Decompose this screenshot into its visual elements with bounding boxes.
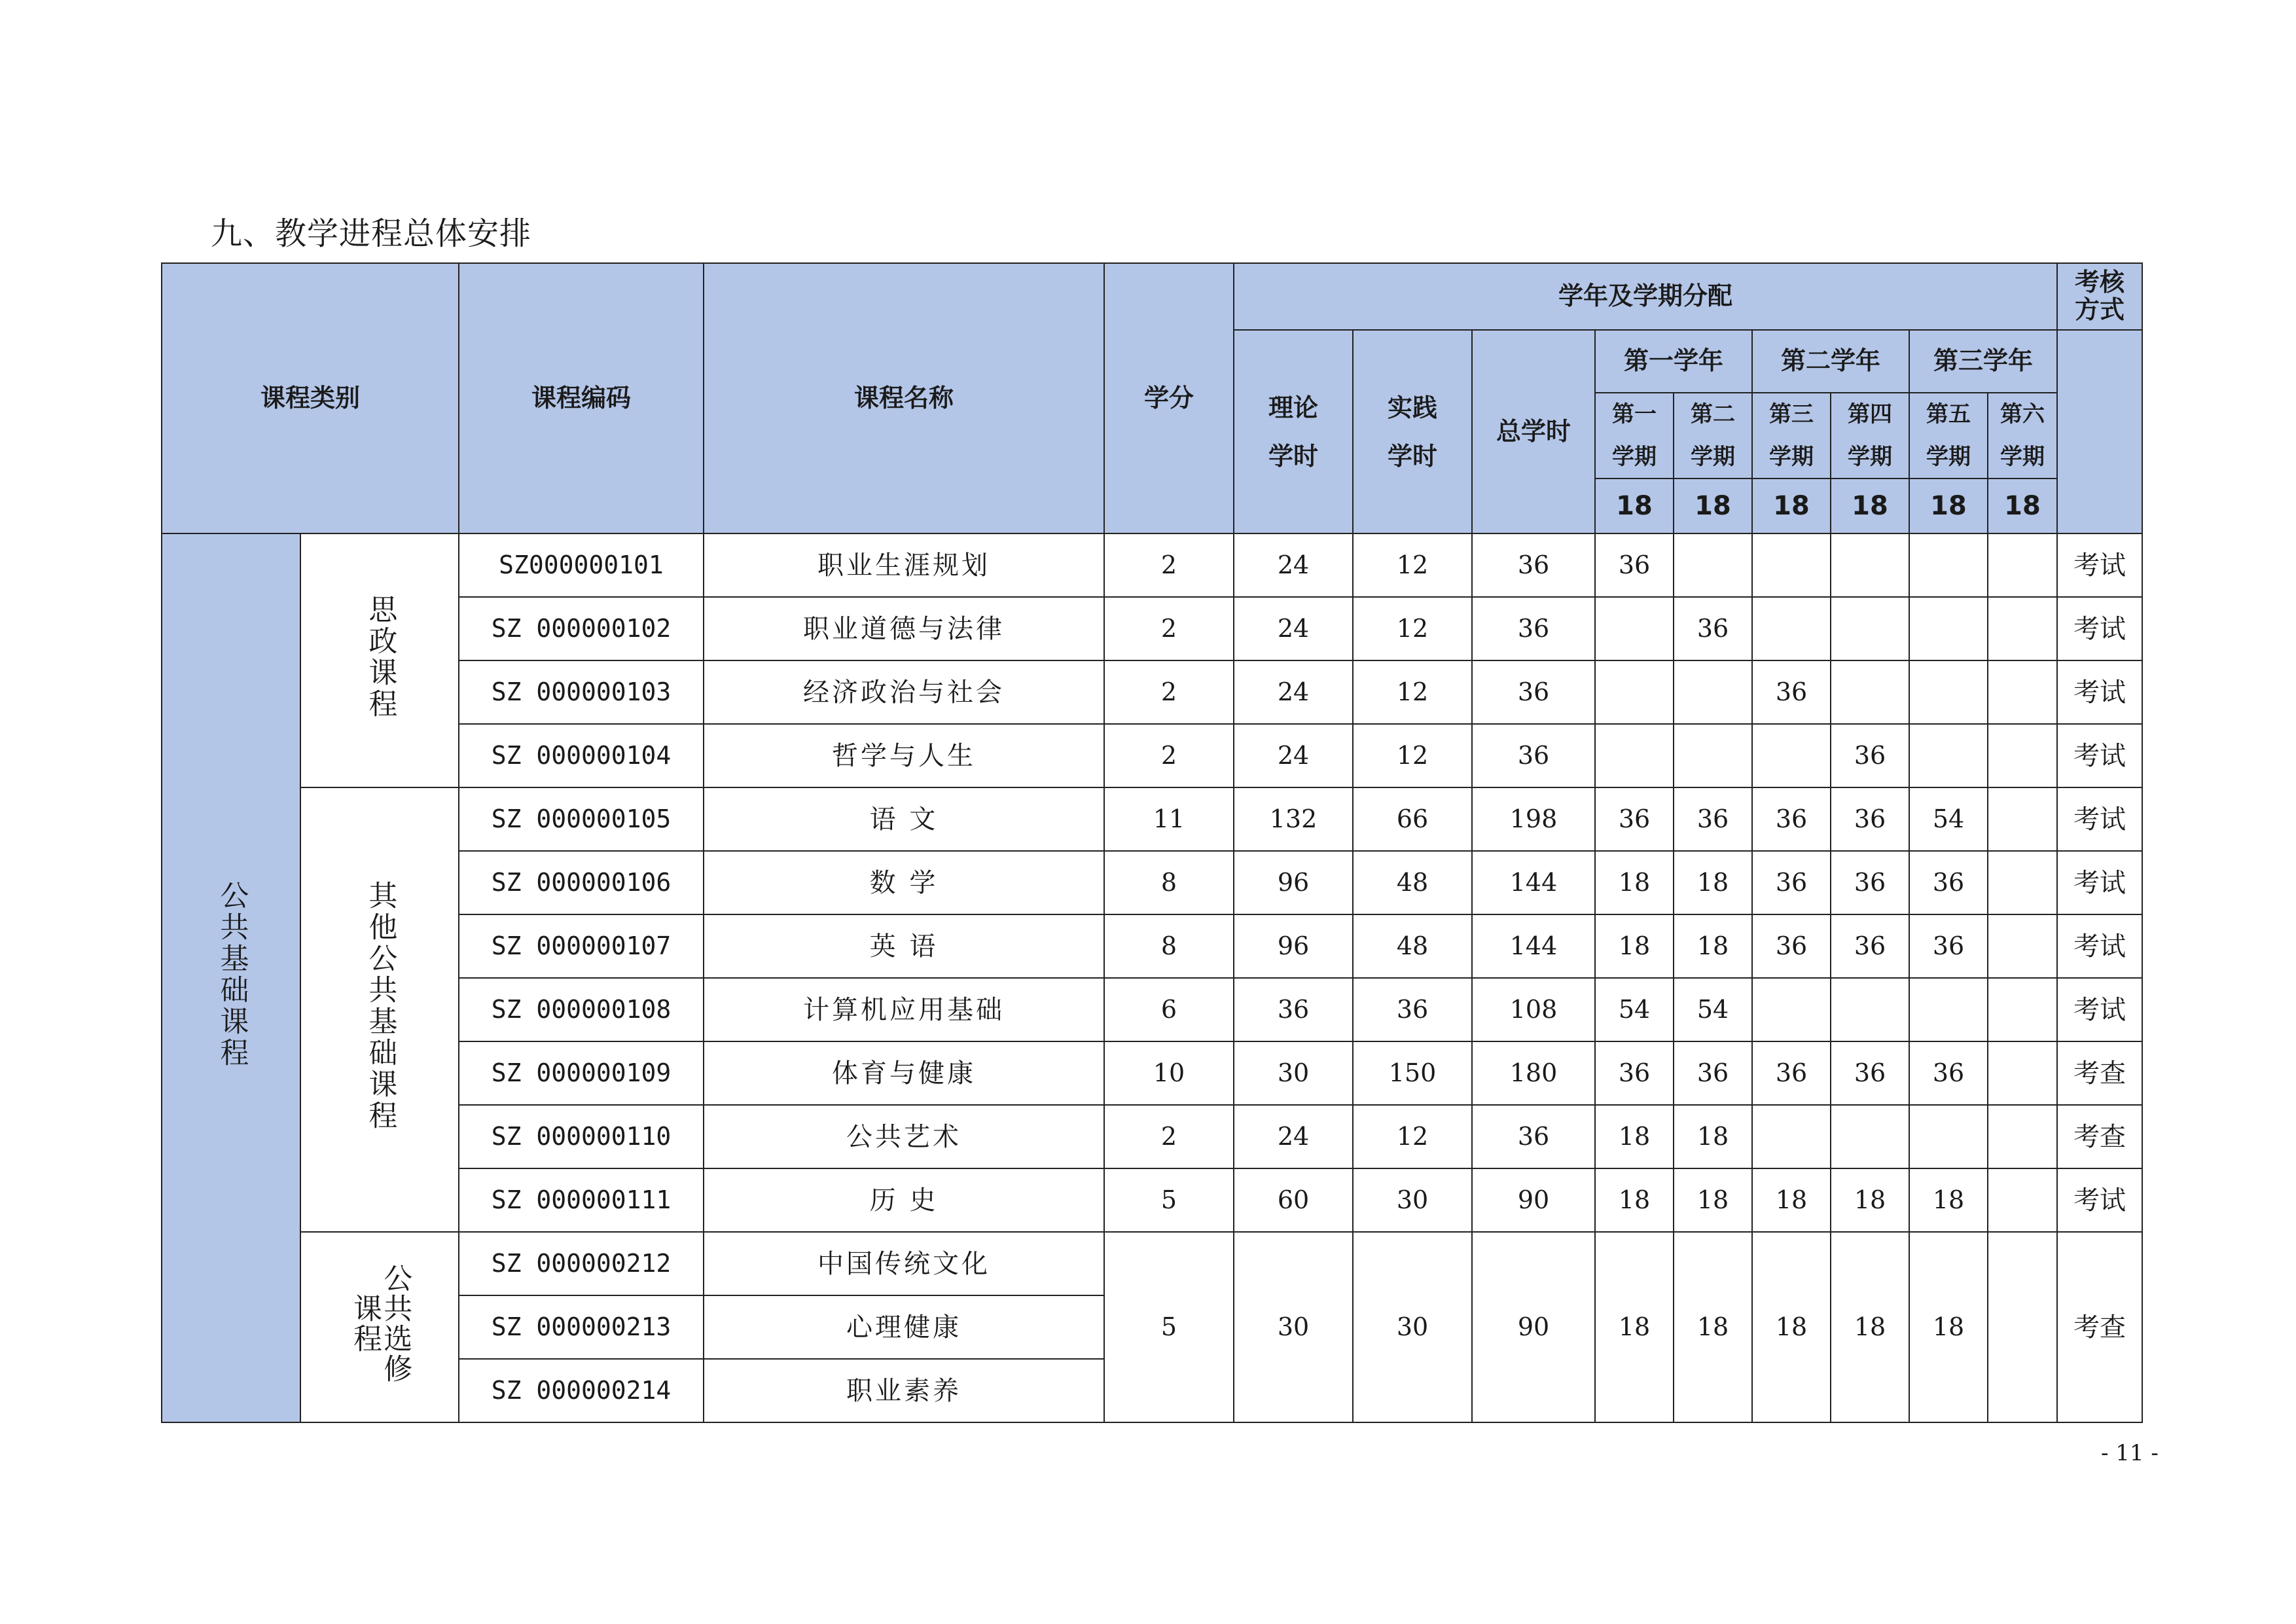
theory-hours: 30 [1234,1232,1353,1422]
semester-4-hours [1831,1105,1909,1168]
header-practice-hours [1353,330,1472,533]
header-weeks-1: 18 [1595,478,1674,533]
practice-hours: 12 [1353,533,1472,597]
practice-hours: 12 [1353,724,1472,787]
exam-method: 考查 [2057,1041,2142,1105]
total-hours: 198 [1472,787,1595,851]
semester-1-hours: 18 [1595,1168,1674,1232]
credits: 2 [1104,1105,1234,1168]
semester-6-hours [1988,1168,2057,1232]
header-year-3: 第三学年 [1909,330,2057,393]
exam-method: 考试 [2057,1168,2142,1232]
theory-hours: 96 [1234,914,1353,978]
practice-hours: 36 [1353,978,1472,1041]
course-name: 心理健康 [704,1295,1104,1359]
table-row [162,1232,2142,1295]
header-weeks-5: 18 [1909,478,1988,533]
course-code: SZ 000000102 [459,597,704,660]
header-semester-2-text: 第二学期 [1690,401,1735,470]
total-hours: 108 [1472,978,1595,1041]
semester-1-hours: 36 [1595,787,1674,851]
semester-1-hours [1595,660,1674,724]
exam-method: 考试 [2057,914,2142,978]
semester-3-hours: 36 [1752,851,1831,914]
practice-hours: 30 [1353,1232,1472,1422]
semester-5-hours [1909,597,1988,660]
semester-4-hours: 36 [1831,914,1909,978]
practice-hours: 30 [1353,1168,1472,1232]
course-name: 历 史 [704,1168,1104,1232]
semester-2-hours: 36 [1674,787,1752,851]
theory-hours: 96 [1234,851,1353,914]
semester-4-hours [1831,597,1909,660]
semester-5-hours [1909,978,1988,1041]
semester-3-hours [1752,978,1831,1041]
total-hours: 36 [1472,1105,1595,1168]
semester-6-hours [1988,597,2057,660]
semester-2-hours [1674,724,1752,787]
semester-3-hours [1752,724,1831,787]
semester-4-hours: 18 [1831,1232,1909,1422]
practice-hours: 150 [1353,1041,1472,1105]
total-hours: 180 [1472,1041,1595,1105]
course-code: SZ 000000109 [459,1041,704,1105]
header-category: 课程类别 [162,263,459,533]
semester-1-hours: 36 [1595,1041,1674,1105]
total-hours: 36 [1472,660,1595,724]
semester-3-hours: 36 [1752,660,1831,724]
exam-method: 考试 [2057,597,2142,660]
exam-method: 考查 [2057,1105,2142,1168]
header-course-code: 课程编码 [459,263,704,533]
header-semester-6 [1988,393,2057,478]
course-code: SZ 000000104 [459,724,704,787]
credits: 2 [1104,660,1234,724]
theory-hours: 24 [1234,597,1353,660]
header-exam-method-blank [2057,330,2142,533]
semester-2-hours: 18 [1674,914,1752,978]
header-year-2: 第二学年 [1752,330,1909,393]
exam-method: 考试 [2057,533,2142,597]
course-name: 体育与健康 [704,1041,1104,1105]
semester-5-hours: 36 [1909,914,1988,978]
semester-3-hours: 18 [1752,1232,1831,1422]
header-semester-3 [1752,393,1831,478]
course-name: 职业道德与法律 [704,597,1104,660]
semester-6-hours [1988,1232,2057,1422]
semester-4-hours: 36 [1831,851,1909,914]
theory-hours: 24 [1234,1105,1353,1168]
semester-3-hours [1752,533,1831,597]
semester-1-hours: 54 [1595,978,1674,1041]
credits: 8 [1104,851,1234,914]
course-name: 语 文 [704,787,1104,851]
semester-6-hours [1988,978,2057,1041]
semester-6-hours [1988,533,2057,597]
page-number: - 11 - [2101,1440,2159,1466]
credits: 8 [1104,914,1234,978]
header-total-hours: 总学时 [1472,330,1595,533]
semester-6-hours [1988,1041,2057,1105]
course-code: SZ 000000212 [459,1232,704,1295]
table-row [162,914,2142,978]
semester-5-hours: 36 [1909,1041,1988,1105]
header-semester-5 [1909,393,1988,478]
semester-1-hours [1595,724,1674,787]
semester-6-hours [1988,660,2057,724]
semester-2-hours: 18 [1674,1105,1752,1168]
subcategory-other-basic [300,787,459,1232]
total-hours: 90 [1472,1168,1595,1232]
table-row [162,597,2142,660]
header-weeks-4: 18 [1831,478,1909,533]
subcategory-other-basic-text: 其他公共基础课程 [363,880,397,1132]
semester-5-hours: 36 [1909,851,1988,914]
total-hours: 36 [1472,597,1595,660]
category-public-basic [162,533,300,1422]
course-name: 职业素养 [704,1359,1104,1422]
page-title: 九、教学进程总体安排 [211,215,532,252]
semester-5-hours [1909,660,1988,724]
semester-4-hours: 36 [1831,787,1909,851]
exam-method: 考试 [2057,978,2142,1041]
practice-hours: 66 [1353,787,1472,851]
semester-1-hours: 18 [1595,914,1674,978]
total-hours: 36 [1472,533,1595,597]
course-code: SZ 000000213 [459,1295,704,1359]
credits: 11 [1104,787,1234,851]
header-course-name: 课程名称 [704,263,1104,533]
table-row [162,660,2142,724]
theory-hours: 132 [1234,787,1353,851]
semester-3-hours: 18 [1752,1168,1831,1232]
course-name: 中国传统文化 [704,1232,1104,1295]
practice-hours: 48 [1353,851,1472,914]
semester-5-hours: 18 [1909,1232,1988,1422]
teaching-schedule-table [161,262,2143,1423]
semester-1-hours: 18 [1595,1232,1674,1422]
semester-1-hours: 18 [1595,851,1674,914]
credits: 5 [1104,1232,1234,1422]
table-row [162,533,2142,597]
course-name: 公共艺术 [704,1105,1104,1168]
subcategory-elective [300,1232,459,1422]
semester-2-hours: 54 [1674,978,1752,1041]
header-allocation: 学年及学期分配 [1234,263,2057,330]
total-hours: 90 [1472,1232,1595,1422]
credits: 2 [1104,597,1234,660]
course-code: SZ 000000108 [459,978,704,1041]
course-code: SZ 000000214 [459,1359,704,1422]
semester-6-hours [1988,787,2057,851]
exam-method: 考试 [2057,724,2142,787]
course-name: 经济政治与社会 [704,660,1104,724]
subcategory-ideological-text: 思政课程 [363,594,397,720]
semester-5-hours [1909,533,1988,597]
header-semester-2 [1674,393,1752,478]
header-practice-hours-text: 实践学时 [1387,393,1437,471]
semester-3-hours: 36 [1752,1041,1831,1105]
semester-4-hours [1831,533,1909,597]
header-semester-4-text: 第四学期 [1847,401,1892,470]
subcategory-elective-text: 公共选修 课程 [348,1263,412,1384]
course-name: 数 学 [704,851,1104,914]
semester-6-hours [1988,914,2057,978]
category-public-basic-text: 公共基础课程 [215,880,249,1069]
semester-5-hours: 18 [1909,1168,1988,1232]
table-row [162,978,2142,1041]
course-code: SZ000000101 [459,533,704,597]
header-semester-1 [1595,393,1674,478]
practice-hours: 12 [1353,1105,1472,1168]
course-name: 职业生涯规划 [704,533,1104,597]
total-hours: 144 [1472,851,1595,914]
table-row [162,787,2142,851]
semester-6-hours [1988,1105,2057,1168]
semester-4-hours [1831,978,1909,1041]
semester-6-hours [1988,851,2057,914]
table-row [162,1041,2142,1105]
table-row [162,724,2142,787]
semester-4-hours: 18 [1831,1168,1909,1232]
course-code: SZ 000000106 [459,851,704,914]
table-row [162,1105,2142,1168]
semester-6-hours [1988,724,2057,787]
semester-1-hours [1595,597,1674,660]
semester-3-hours [1752,1105,1831,1168]
semester-4-hours [1831,660,1909,724]
theory-hours: 24 [1234,660,1353,724]
total-hours: 144 [1472,914,1595,978]
course-code: SZ 000000110 [459,1105,704,1168]
header-semester-6-text: 第六学期 [2000,401,2045,470]
credits: 6 [1104,978,1234,1041]
course-code: SZ 000000107 [459,914,704,978]
total-hours: 36 [1472,724,1595,787]
semester-2-hours: 18 [1674,1232,1752,1422]
theory-hours: 24 [1234,724,1353,787]
semester-5-hours [1909,1105,1988,1168]
semester-3-hours [1752,597,1831,660]
credits: 5 [1104,1168,1234,1232]
header-theory-hours-text: 理论学时 [1268,393,1318,471]
theory-hours: 30 [1234,1041,1353,1105]
table-row [162,1168,2142,1232]
semester-2-hours [1674,660,1752,724]
course-name: 计算机应用基础 [704,978,1104,1041]
semester-5-hours: 54 [1909,787,1988,851]
credits: 2 [1104,533,1234,597]
theory-hours: 24 [1234,533,1353,597]
semester-1-hours: 18 [1595,1105,1674,1168]
header-credits: 学分 [1104,263,1234,533]
semester-2-hours: 36 [1674,597,1752,660]
header-semester-5-text: 第五学期 [1926,401,1971,470]
semester-2-hours [1674,533,1752,597]
credits: 2 [1104,724,1234,787]
semester-3-hours: 36 [1752,914,1831,978]
exam-method: 考试 [2057,851,2142,914]
semester-3-hours: 36 [1752,787,1831,851]
semester-4-hours: 36 [1831,1041,1909,1105]
header-weeks-6: 18 [1988,478,2057,533]
header-semester-1-text: 第一学期 [1611,401,1657,470]
header-weeks-2: 18 [1674,478,1752,533]
header-exam-method-text: 考核方式 [2074,268,2125,324]
practice-hours: 12 [1353,597,1472,660]
course-code: SZ 000000105 [459,787,704,851]
semester-1-hours: 36 [1595,533,1674,597]
practice-hours: 48 [1353,914,1472,978]
semester-2-hours: 18 [1674,1168,1752,1232]
exam-method: 考试 [2057,660,2142,724]
semester-2-hours: 36 [1674,1041,1752,1105]
subcategory-ideological [300,533,459,787]
semester-2-hours: 18 [1674,851,1752,914]
course-name: 英 语 [704,914,1104,978]
credits: 10 [1104,1041,1234,1105]
theory-hours: 36 [1234,978,1353,1041]
header-exam-method [2057,263,2142,330]
course-name: 哲学与人生 [704,724,1104,787]
exam-method: 考试 [2057,787,2142,851]
header-semester-3-text: 第三学期 [1768,401,1814,470]
semester-4-hours: 36 [1831,724,1909,787]
course-code: SZ 000000103 [459,660,704,724]
header-year-1: 第一学年 [1595,330,1752,393]
course-code: SZ 000000111 [459,1168,704,1232]
semester-5-hours [1909,724,1988,787]
exam-method: 考查 [2057,1232,2142,1422]
theory-hours: 60 [1234,1168,1353,1232]
practice-hours: 12 [1353,660,1472,724]
table-row [162,851,2142,914]
header-semester-4 [1831,393,1909,478]
header-weeks-3: 18 [1752,478,1831,533]
header-theory-hours [1234,330,1353,533]
